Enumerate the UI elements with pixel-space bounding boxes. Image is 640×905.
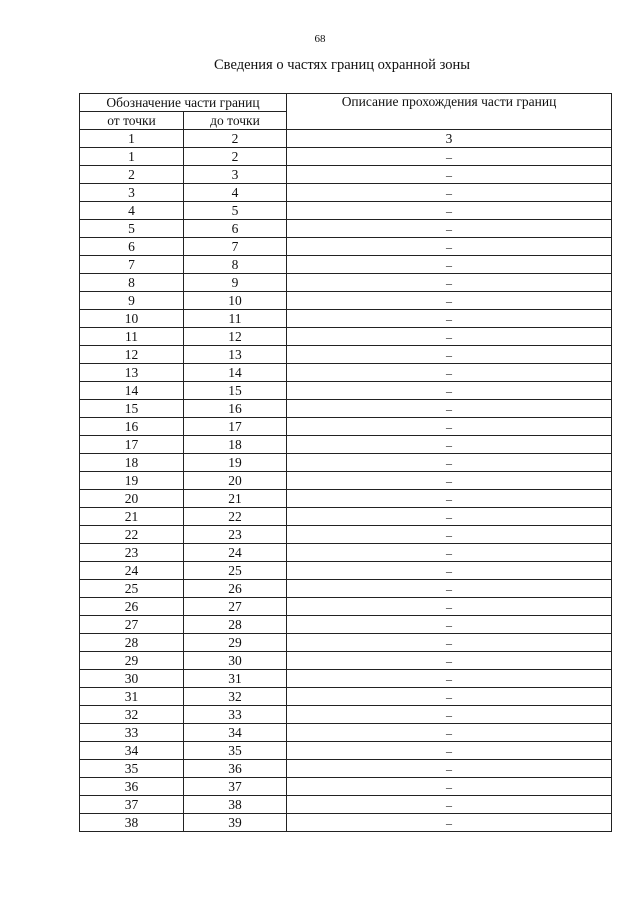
cell-description: – bbox=[287, 742, 612, 760]
cell-description: – bbox=[287, 148, 612, 166]
cell-description: – bbox=[287, 256, 612, 274]
cell-description: – bbox=[287, 544, 612, 562]
table-row bbox=[80, 760, 612, 778]
cell-description: – bbox=[287, 418, 612, 436]
table-row bbox=[80, 436, 612, 454]
table-row bbox=[80, 454, 612, 472]
cell-to-point: 12 bbox=[184, 328, 287, 346]
cell-from-point: 19 bbox=[80, 472, 184, 490]
cell-from-point: 4 bbox=[80, 202, 184, 220]
cell-to-point: 38 bbox=[184, 796, 287, 814]
cell-description: – bbox=[287, 598, 612, 616]
table-row bbox=[80, 652, 612, 670]
cell-to-point: 13 bbox=[184, 346, 287, 364]
boundary-parts-table bbox=[79, 93, 612, 832]
cell-description: – bbox=[287, 382, 612, 400]
cell-description: – bbox=[287, 238, 612, 256]
cell-description: – bbox=[287, 346, 612, 364]
cell-to-point: 24 bbox=[184, 544, 287, 562]
table-row bbox=[80, 328, 612, 346]
cell-from-point: 36 bbox=[80, 778, 184, 796]
cell-to-point: 9 bbox=[184, 274, 287, 292]
table-row bbox=[80, 544, 612, 562]
cell-from-point: 38 bbox=[80, 814, 184, 832]
cell-description: – bbox=[287, 472, 612, 490]
cell-from-point: 33 bbox=[80, 724, 184, 742]
cell-from-point: 18 bbox=[80, 454, 184, 472]
cell-from-point: 10 bbox=[80, 310, 184, 328]
table-body bbox=[80, 148, 612, 832]
table-row bbox=[80, 796, 612, 814]
cell-to-point: 17 bbox=[184, 418, 287, 436]
header-from-point: от точки bbox=[80, 112, 184, 130]
page-number: 68 bbox=[314, 33, 326, 45]
column-number: 1 bbox=[80, 130, 184, 148]
cell-description: – bbox=[287, 580, 612, 598]
cell-to-point: 35 bbox=[184, 742, 287, 760]
cell-to-point: 10 bbox=[184, 292, 287, 310]
cell-from-point: 20 bbox=[80, 490, 184, 508]
cell-from-point: 17 bbox=[80, 436, 184, 454]
cell-description: – bbox=[287, 400, 612, 418]
cell-description: – bbox=[287, 760, 612, 778]
cell-to-point: 11 bbox=[184, 310, 287, 328]
cell-to-point: 2 bbox=[184, 148, 287, 166]
cell-description: – bbox=[287, 184, 612, 202]
table-row bbox=[80, 634, 612, 652]
cell-from-point: 24 bbox=[80, 562, 184, 580]
cell-from-point: 32 bbox=[80, 706, 184, 724]
cell-description: – bbox=[287, 814, 612, 832]
cell-to-point: 23 bbox=[184, 526, 287, 544]
cell-description: – bbox=[287, 274, 612, 292]
cell-to-point: 32 bbox=[184, 688, 287, 706]
cell-to-point: 21 bbox=[184, 490, 287, 508]
column-number: 3 bbox=[287, 130, 612, 148]
cell-description: – bbox=[287, 778, 612, 796]
cell-to-point: 5 bbox=[184, 202, 287, 220]
cell-description: – bbox=[287, 634, 612, 652]
cell-description: – bbox=[287, 328, 612, 346]
header-to-point: до точки bbox=[184, 112, 287, 130]
table-row bbox=[80, 220, 612, 238]
table-row bbox=[80, 472, 612, 490]
cell-from-point: 28 bbox=[80, 634, 184, 652]
cell-to-point: 33 bbox=[184, 706, 287, 724]
cell-description: – bbox=[287, 670, 612, 688]
cell-description: – bbox=[287, 364, 612, 382]
document-title: Сведения о частях границ охранной зоны bbox=[214, 57, 470, 73]
cell-description: – bbox=[287, 454, 612, 472]
cell-to-point: 6 bbox=[184, 220, 287, 238]
table-row bbox=[80, 490, 612, 508]
cell-from-point: 37 bbox=[80, 796, 184, 814]
cell-description: – bbox=[287, 166, 612, 184]
cell-description: – bbox=[287, 526, 612, 544]
cell-to-point: 20 bbox=[184, 472, 287, 490]
cell-from-point: 22 bbox=[80, 526, 184, 544]
cell-to-point: 3 bbox=[184, 166, 287, 184]
cell-to-point: 7 bbox=[184, 238, 287, 256]
table-row bbox=[80, 364, 612, 382]
table-row bbox=[80, 778, 612, 796]
header-boundary-part-designation: Обозначение части границ bbox=[80, 94, 287, 112]
table-row bbox=[80, 598, 612, 616]
cell-from-point: 14 bbox=[80, 382, 184, 400]
cell-to-point: 25 bbox=[184, 562, 287, 580]
cell-from-point: 15 bbox=[80, 400, 184, 418]
cell-to-point: 16 bbox=[184, 400, 287, 418]
cell-description: – bbox=[287, 490, 612, 508]
table-row bbox=[80, 292, 612, 310]
cell-description: – bbox=[287, 562, 612, 580]
cell-to-point: 37 bbox=[184, 778, 287, 796]
cell-to-point: 27 bbox=[184, 598, 287, 616]
cell-to-point: 22 bbox=[184, 508, 287, 526]
cell-from-point: 9 bbox=[80, 292, 184, 310]
table-row bbox=[80, 508, 612, 526]
table-row bbox=[80, 742, 612, 760]
cell-to-point: 39 bbox=[184, 814, 287, 832]
cell-from-point: 3 bbox=[80, 184, 184, 202]
cell-description: – bbox=[287, 508, 612, 526]
cell-from-point: 27 bbox=[80, 616, 184, 634]
cell-to-point: 19 bbox=[184, 454, 287, 472]
cell-to-point: 31 bbox=[184, 670, 287, 688]
cell-from-point: 2 bbox=[80, 166, 184, 184]
cell-from-point: 8 bbox=[80, 274, 184, 292]
table-row bbox=[80, 274, 612, 292]
table-row bbox=[80, 688, 612, 706]
table-row bbox=[80, 202, 612, 220]
cell-to-point: 28 bbox=[184, 616, 287, 634]
cell-description: – bbox=[287, 724, 612, 742]
table-row bbox=[80, 310, 612, 328]
table-row bbox=[80, 670, 612, 688]
cell-to-point: 30 bbox=[184, 652, 287, 670]
cell-to-point: 15 bbox=[184, 382, 287, 400]
table-row bbox=[80, 526, 612, 544]
cell-description: – bbox=[287, 220, 612, 238]
cell-description: – bbox=[287, 688, 612, 706]
table-row bbox=[80, 256, 612, 274]
cell-from-point: 13 bbox=[80, 364, 184, 382]
table-row bbox=[80, 184, 612, 202]
cell-from-point: 16 bbox=[80, 418, 184, 436]
cell-from-point: 35 bbox=[80, 760, 184, 778]
table-row bbox=[80, 148, 612, 166]
table-row bbox=[80, 346, 612, 364]
header-boundary-description: Описание прохождения части границ bbox=[287, 94, 612, 130]
table-row bbox=[80, 238, 612, 256]
cell-from-point: 23 bbox=[80, 544, 184, 562]
table-row bbox=[80, 706, 612, 724]
cell-from-point: 31 bbox=[80, 688, 184, 706]
cell-from-point: 12 bbox=[80, 346, 184, 364]
cell-from-point: 21 bbox=[80, 508, 184, 526]
cell-description: – bbox=[287, 202, 612, 220]
cell-to-point: 26 bbox=[184, 580, 287, 598]
cell-from-point: 26 bbox=[80, 598, 184, 616]
cell-description: – bbox=[287, 652, 612, 670]
cell-to-point: 18 bbox=[184, 436, 287, 454]
cell-from-point: 25 bbox=[80, 580, 184, 598]
cell-from-point: 7 bbox=[80, 256, 184, 274]
cell-description: – bbox=[287, 292, 612, 310]
cell-from-point: 34 bbox=[80, 742, 184, 760]
cell-description: – bbox=[287, 706, 612, 724]
table-row bbox=[80, 400, 612, 418]
cell-to-point: 36 bbox=[184, 760, 287, 778]
cell-to-point: 29 bbox=[184, 634, 287, 652]
table-row bbox=[80, 724, 612, 742]
table-row bbox=[80, 418, 612, 436]
cell-from-point: 11 bbox=[80, 328, 184, 346]
cell-description: – bbox=[287, 796, 612, 814]
cell-from-point: 5 bbox=[80, 220, 184, 238]
cell-description: – bbox=[287, 616, 612, 634]
cell-from-point: 29 bbox=[80, 652, 184, 670]
table-row bbox=[80, 166, 612, 184]
cell-to-point: 34 bbox=[184, 724, 287, 742]
cell-to-point: 14 bbox=[184, 364, 287, 382]
cell-from-point: 6 bbox=[80, 238, 184, 256]
cell-description: – bbox=[287, 436, 612, 454]
table-row bbox=[80, 814, 612, 832]
cell-to-point: 4 bbox=[184, 184, 287, 202]
cell-to-point: 8 bbox=[184, 256, 287, 274]
table-row bbox=[80, 382, 612, 400]
cell-from-point: 1 bbox=[80, 148, 184, 166]
cell-description: – bbox=[287, 310, 612, 328]
table-row bbox=[80, 616, 612, 634]
table-row bbox=[80, 580, 612, 598]
cell-from-point: 30 bbox=[80, 670, 184, 688]
column-number: 2 bbox=[184, 130, 287, 148]
table-row bbox=[80, 562, 612, 580]
